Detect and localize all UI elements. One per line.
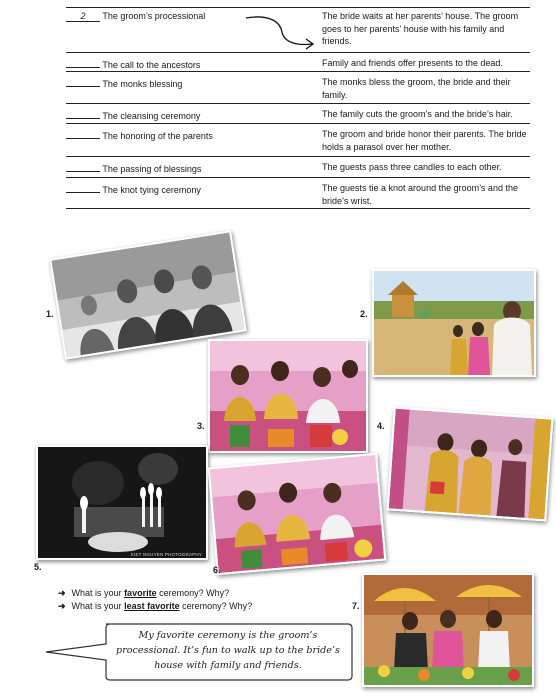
answer-blank[interactable]	[66, 108, 100, 119]
speech-bubble-text: My favorite ceremony is the groom’s processional. It’s fun to walk up to the bride’s house with family and friends.	[116, 630, 340, 671]
photo-passing-of-blessings	[36, 445, 208, 560]
question-least-favorite: ➜ What is your least favorite ceremony? Why?	[58, 601, 253, 611]
answer-blank[interactable]: 2	[66, 11, 100, 22]
photo-number: 6.	[213, 565, 221, 575]
ceremony-description: The groom and bride honor their parents. The bride holds a parasol over her mother.	[322, 129, 527, 152]
ceremony-description: The family cuts the groom’s and the bride’s hair.	[322, 109, 513, 119]
arrow-right-icon: ➜	[58, 588, 66, 598]
photo-call-to-ancestors	[208, 453, 387, 575]
photo-knot-tying	[362, 573, 534, 687]
table-row	[66, 53, 530, 72]
photo-number: 1.	[46, 309, 54, 319]
ceremony-description: The guests tie a knot around the groom’s and the bride’s wrist.	[322, 183, 518, 206]
answer-blank[interactable]	[66, 161, 100, 172]
ceremony-name: The honoring of the parents	[102, 131, 213, 141]
photo-credit: KIET NGUYEN PHOTOGRAPHY	[130, 552, 202, 557]
gathering-photo-image	[210, 455, 384, 573]
ceremony-description: The bride waits at her parents’ house. The groom goes to her parents’ house with his family and friends.	[322, 11, 519, 46]
table-row	[66, 157, 530, 178]
ceremony-name: The cleansing ceremony	[102, 111, 201, 121]
ceremony-name: The knot tying ceremony	[102, 185, 201, 195]
parasol-photo-image	[364, 575, 532, 685]
example-arrow-icon	[240, 12, 320, 52]
photo-number: 5.	[34, 562, 42, 572]
photo-cleansing-ceremony	[208, 339, 368, 453]
ceremony-name: The call to the ancestors	[102, 60, 201, 70]
table-row	[66, 72, 530, 104]
ceremony-name: The monks blessing	[102, 79, 183, 89]
photo-number: 7.	[352, 601, 360, 611]
table-row	[66, 104, 530, 124]
candles-photo-image	[38, 447, 206, 558]
ceremony-description: The guests pass three candles to each other.	[322, 162, 502, 172]
family-ceremony-photo-image	[210, 341, 366, 451]
answer-blank[interactable]	[66, 128, 100, 139]
ceremony-name: The groom’s processional	[102, 11, 206, 21]
photo-number: 4.	[377, 421, 385, 431]
answer-blank[interactable]	[66, 76, 100, 87]
ceremony-name: The passing of blessings	[102, 164, 202, 174]
ceremony-description: Family and friends offer presents to the dead.	[322, 58, 503, 68]
couple-photo-image	[389, 409, 552, 520]
arrow-right-icon: ➜	[58, 601, 66, 611]
answer-blank[interactable]	[66, 57, 100, 68]
answer-blank[interactable]	[66, 182, 100, 193]
table-row	[66, 178, 530, 209]
question-favorite: ➜ What is your favorite ceremony? Why?	[58, 588, 230, 598]
procession-photo-image	[374, 271, 534, 375]
photo-honoring-parents	[387, 407, 554, 522]
photo-number: 3.	[197, 421, 205, 431]
table-row	[66, 124, 530, 157]
ceremony-description: The monks bless the groom, the bride and their family.	[322, 77, 511, 100]
photo-number: 2.	[360, 309, 368, 319]
photo-grooms-processional	[372, 269, 536, 377]
